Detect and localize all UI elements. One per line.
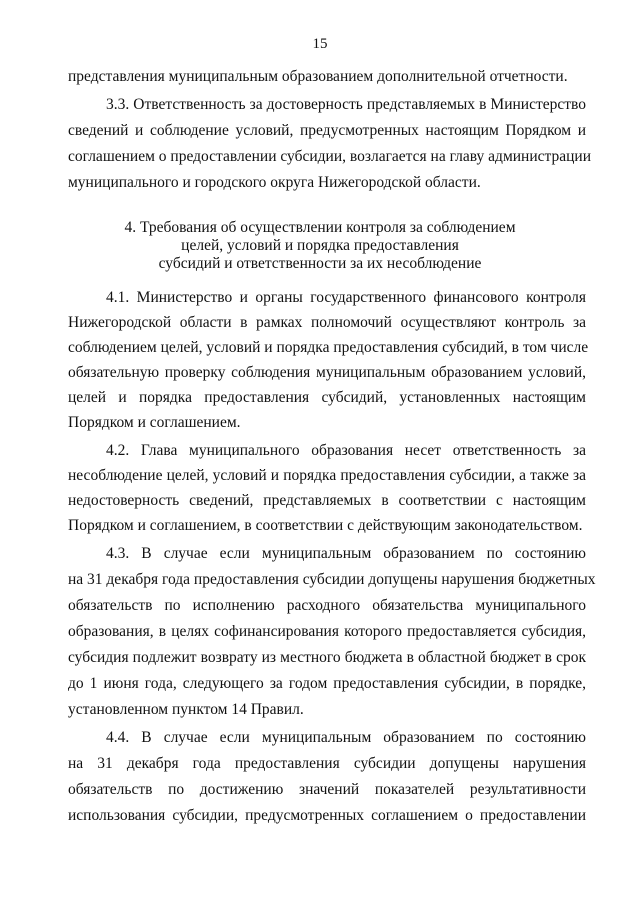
paragraph-4-4-line: обязательств по достижению значений показателей результативности	[68, 781, 586, 798]
paragraph-4-1-line: 4.1. Министерство и органы государственного финансового контроля	[106, 289, 586, 306]
paragraph-4-4-line: использования субсидии, предусмотренных соглашением о предоставлении	[68, 807, 586, 824]
paragraph-4-1-line: Порядком и соглашением.	[68, 414, 241, 431]
paragraph-3-3-line: 3.3. Ответственность за достоверность представляемых в Министерство	[106, 96, 586, 113]
paragraph-4-1-line: целей и порядка предоставления субсидий, установленных настоящим	[68, 389, 586, 406]
paragraph-3-3-line: сведений и соблюдение условий, предусмотренных настоящим Порядком и	[68, 122, 586, 139]
paragraph-3-3-line: соглашением о предоставлении субсидии, возлагается на главу администрации	[68, 148, 591, 165]
paragraph-4-3-line: установленном пунктом 14 Правил.	[68, 701, 304, 718]
paragraph-4-3-line: субсидия подлежит возврату из местного бюджета в областной бюджет в срок	[68, 649, 586, 666]
paragraph-4-2-line: 4.2. Глава муниципального образования несет ответственность за	[106, 442, 586, 459]
section-heading: целей, условий и порядка предоставления	[181, 237, 459, 254]
paragraph-4-3-line: обязательств по исполнению расходного обязательства муниципального	[68, 597, 586, 614]
paragraph-line: представления муниципальным образованием дополнительной отчетности.	[68, 68, 568, 85]
paragraph-4-3-line: до 1 июня года, следующего за годом предоставления субсидии, в порядке,	[68, 675, 586, 692]
paragraph-4-1-line: Нижегородской области в рамках полномочий осуществляют контроль за	[68, 314, 586, 331]
paragraph-4-3-line: на 31 декабря года предоставления субсидии допущены нарушения бюджетных	[68, 571, 596, 588]
paragraph-4-4-line: 4.4. В случае если муниципальным образованием по состоянию	[106, 729, 586, 746]
paragraph-4-3-line: 4.3. В случае если муниципальным образованием по состоянию	[106, 545, 586, 562]
paragraph-3-3-line: муниципального и городского округа Нижегородской области.	[68, 174, 481, 191]
paragraph-4-2-line: несоблюдение целей, условий и порядка предоставления субсидии, а также за	[68, 467, 586, 484]
paragraph-4-1-line: обязательную проверку соблюдения муниципальным образованием условий,	[68, 364, 586, 381]
paragraph-4-1-line: соблюдением целей, условий и порядка предоставления субсидий, в том числе	[68, 339, 589, 356]
paragraph-4-2-line: Порядком и соглашением, в соответствии с действующим законодательством.	[68, 517, 583, 534]
paragraph-4-2-line: недостоверность сведений, представляемых в соответствии с настоящим	[68, 492, 586, 509]
paragraph-4-3-line: образования, в целях софинансирования которого предоставляется субсидия,	[68, 623, 586, 640]
paragraph-4-4-line: на 31 декабря года предоставления субсидии допущены нарушения	[68, 755, 586, 772]
page-number: 15	[312, 36, 328, 52]
section-heading: субсидий и ответственности за их несоблюдение	[158, 255, 482, 272]
section-heading: 4. Требования об осуществлении контроля за соблюдением	[124, 219, 516, 236]
